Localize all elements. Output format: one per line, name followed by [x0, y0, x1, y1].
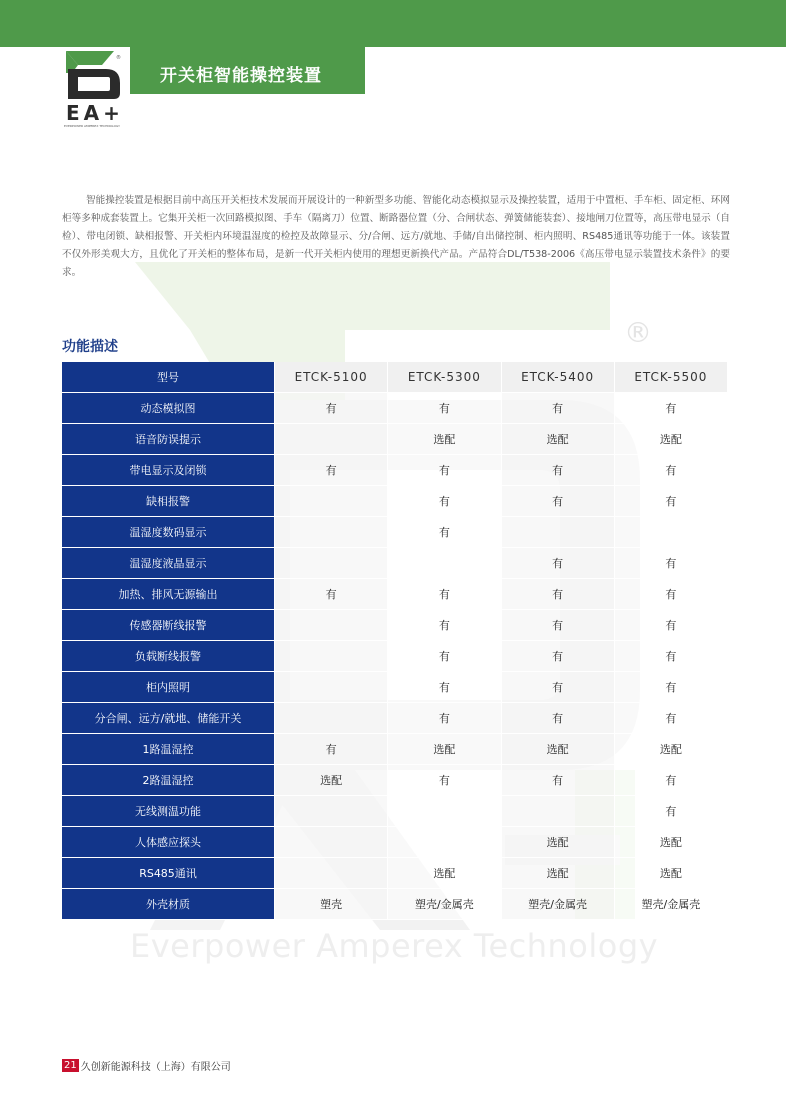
feature-value [388, 827, 501, 858]
feature-value: 有 [275, 455, 388, 486]
feature-value: 有 [501, 455, 614, 486]
table-row [62, 610, 728, 641]
feature-name: 2路温湿控 [62, 765, 275, 796]
table-row [62, 858, 728, 889]
table-row [62, 393, 728, 424]
feature-value: 有 [614, 796, 727, 827]
feature-value: 有 [388, 610, 501, 641]
feature-value [275, 827, 388, 858]
section-heading: 功能描述 [62, 339, 118, 355]
feature-value: 选配 [501, 424, 614, 455]
feature-value: 有 [388, 455, 501, 486]
feature-name: 人体感应探头 [62, 827, 275, 858]
registered-mark: ® [624, 316, 652, 349]
table-row [62, 455, 728, 486]
feature-name: 分合闸、远方/就地、储能开关 [62, 703, 275, 734]
feature-value: 塑壳 [275, 889, 388, 920]
feature-name: 无线测温功能 [62, 796, 275, 827]
svg-text:®: ® [116, 55, 121, 61]
table-row [62, 765, 728, 796]
feature-value: 有 [388, 703, 501, 734]
feature-value [614, 517, 727, 548]
feature-name: 外壳材质 [62, 889, 275, 920]
feature-name: 缺相报警 [62, 486, 275, 517]
feature-value: 选配 [501, 858, 614, 889]
feature-value: 选配 [501, 827, 614, 858]
feature-value: 有 [501, 486, 614, 517]
feature-value: 有 [614, 393, 727, 424]
feature-value [275, 858, 388, 889]
table-row [62, 827, 728, 858]
function-table [62, 362, 728, 920]
feature-value: 选配 [388, 424, 501, 455]
feature-name: 加热、排风无源输出 [62, 579, 275, 610]
feature-value [275, 796, 388, 827]
table-header-row [62, 362, 728, 393]
table-row [62, 703, 728, 734]
company-name: 久创新能源科技（上海）有限公司 [80, 1062, 231, 1073]
feature-name: 温湿度数码显示 [62, 517, 275, 548]
logo-subtitle: EVERPOWER AMPEREX TECHNOLOGY [64, 124, 120, 128]
feature-value: 有 [275, 734, 388, 765]
feature-name: RS485通讯 [62, 858, 275, 889]
feature-name: 负载断线报警 [62, 641, 275, 672]
feature-value: 有 [501, 703, 614, 734]
feature-value [275, 641, 388, 672]
intro-paragraph: 智能操控装置是根据目前中高压开关柜技术发展而开展设计的一种新型多功能、智能化动态模拟显示及操控装置，适用于中置柜、手车柜、固定柜、环网柜等多种成套装置上。它集开关柜一次回路模拟图、手车（隔离刀）位置、断路器位置（分、合闸状态、弹簧储能装套）、接地闸刀位置等，高压带电显示（自检）、带电闭锁、缺相报警、开关柜内环境温湿度的检控及故障显示、分/合闸、远方/就地、手储/自出储控制、柜内照明、RS485通讯等功能于一体。该装置不仅外形美观大方，且优化了开关柜的整体布局，是新一代开关柜内使用的理想更新换代产品。产品符合DL/T538-2006《高压带电显示装置技术条件》的要求。 [62, 194, 730, 278]
top-green-bar [0, 0, 786, 47]
feature-value: 有 [388, 641, 501, 672]
feature-value: 有 [614, 486, 727, 517]
feature-name: 柜内照明 [62, 672, 275, 703]
feature-value: 有 [501, 393, 614, 424]
feature-value [501, 517, 614, 548]
watermark-text: Everpower Amperex Technology [130, 927, 659, 965]
table-row [62, 641, 728, 672]
feature-value: 选配 [501, 734, 614, 765]
table-row [62, 796, 728, 827]
feature-value: 有 [388, 486, 501, 517]
feature-value: 有 [614, 703, 727, 734]
feature-value [388, 796, 501, 827]
feature-value: 塑壳/金属壳 [388, 889, 501, 920]
feature-value [275, 486, 388, 517]
model-header: ETCK-5300 [388, 362, 501, 393]
feature-value: 有 [275, 579, 388, 610]
feature-value: 有 [501, 548, 614, 579]
feature-value [275, 703, 388, 734]
feature-value: 选配 [388, 858, 501, 889]
feature-value: 有 [388, 517, 501, 548]
feature-value: 有 [388, 393, 501, 424]
table-row [62, 517, 728, 548]
feature-value: 有 [614, 548, 727, 579]
feature-value: 有 [614, 765, 727, 796]
feature-value: 有 [614, 610, 727, 641]
feature-value [501, 796, 614, 827]
table-row [62, 424, 728, 455]
feature-value [275, 424, 388, 455]
feature-value: 有 [614, 579, 727, 610]
feature-value: 有 [275, 393, 388, 424]
feature-value: 有 [501, 765, 614, 796]
table-row [62, 672, 728, 703]
table-row [62, 486, 728, 517]
feature-name: 语音防误提示 [62, 424, 275, 455]
logo-text: EA+ [66, 101, 124, 125]
page-title: 开关柜智能操控装置 [130, 47, 365, 94]
feature-value [275, 610, 388, 641]
table-row [62, 889, 728, 920]
feature-value: 有 [614, 641, 727, 672]
page-number: 21 [64, 1060, 77, 1071]
feature-value [275, 548, 388, 579]
feature-value [388, 548, 501, 579]
table-row [62, 579, 728, 610]
feature-value: 有 [614, 455, 727, 486]
feature-name: 动态模拟图 [62, 393, 275, 424]
model-header: ETCK-5500 [614, 362, 727, 393]
page-footer [62, 1058, 231, 1073]
model-header: ETCK-5400 [501, 362, 614, 393]
feature-value: 塑壳/金属壳 [501, 889, 614, 920]
feature-value: 选配 [614, 858, 727, 889]
feature-value: 有 [501, 672, 614, 703]
feature-value: 有 [388, 579, 501, 610]
feature-name: 带电显示及闭锁 [62, 455, 275, 486]
feature-value: 有 [501, 641, 614, 672]
feature-value: 有 [388, 765, 501, 796]
feature-name: 温湿度液晶显示 [62, 548, 275, 579]
feature-value: 有 [388, 672, 501, 703]
feature-name: 传感器断线报警 [62, 610, 275, 641]
feature-value: 选配 [614, 424, 727, 455]
feature-value: 选配 [275, 765, 388, 796]
feature-value: 选配 [614, 827, 727, 858]
table-row [62, 734, 728, 765]
model-header: ETCK-5100 [275, 362, 388, 393]
feature-value [275, 672, 388, 703]
feature-name: 1路温湿控 [62, 734, 275, 765]
feature-value: 塑壳/金属壳 [614, 889, 727, 920]
feature-value: 选配 [388, 734, 501, 765]
feature-value: 有 [501, 610, 614, 641]
feature-value: 有 [614, 672, 727, 703]
table-row [62, 548, 728, 579]
feature-value: 有 [501, 579, 614, 610]
feature-value: 选配 [614, 734, 727, 765]
feature-value [275, 517, 388, 548]
table-header-label: 型号 [62, 362, 275, 393]
